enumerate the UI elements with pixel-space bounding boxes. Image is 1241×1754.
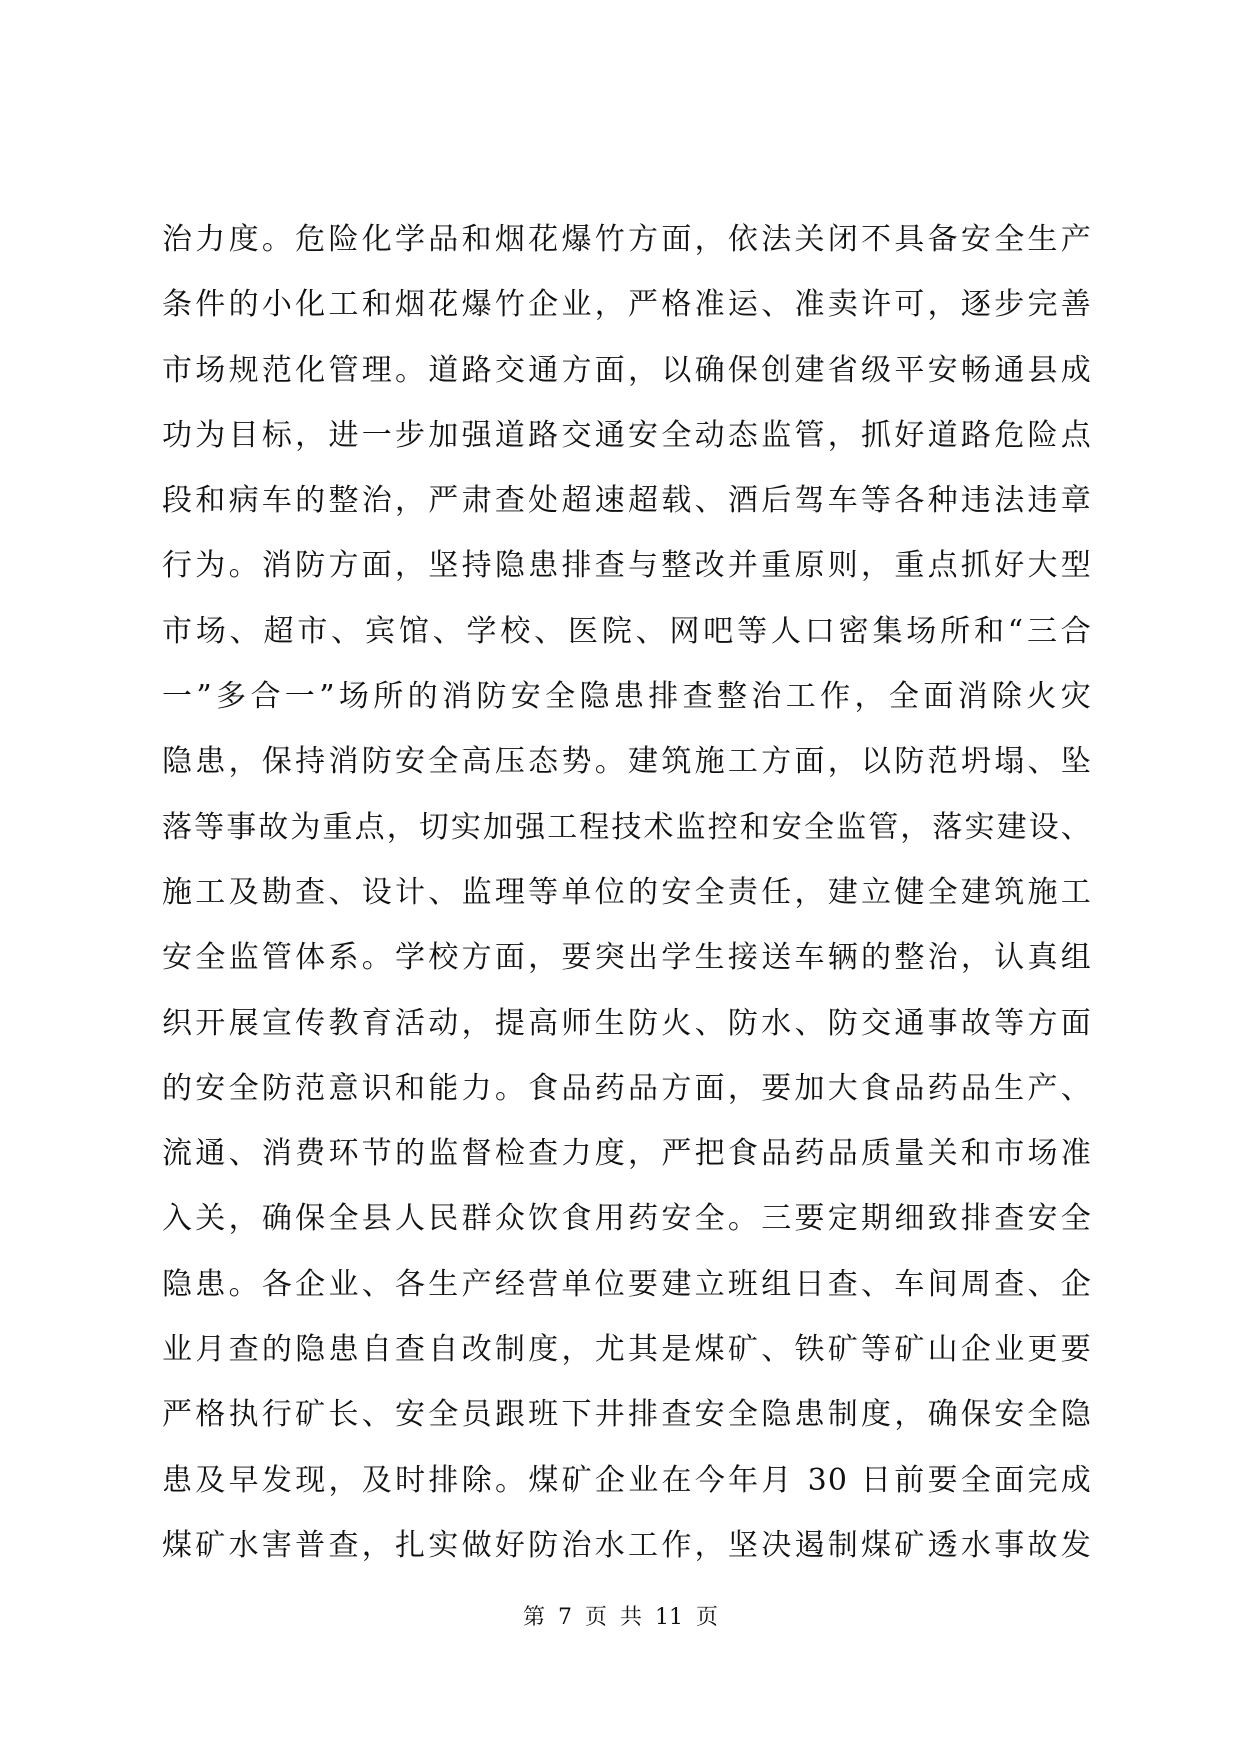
text-line: 落等事故为重点，切实加强工程技术监控和安全监管，落实建设、 <box>162 809 1092 845</box>
text-line: 市场规范化管理。道路交通方面，以确保创建省级平安畅通县成 <box>162 352 1092 388</box>
text-line: 功为目标，进一步加强道路交通安全动态监管，抓好道路危险点 <box>162 417 1092 453</box>
text-line: 隐患。各企业、各生产经营单位要建立班组日查、车间周查、企 <box>162 1266 1092 1302</box>
text-line: 治力度。危险化学品和烟花爆竹方面，依法关闭不具备安全生产 <box>162 222 1092 257</box>
text-line: 条件的小化工和烟花爆竹企业，严格准运、准卖许可，逐步完善 <box>162 287 1092 323</box>
body-text <box>162 222 1092 1596</box>
text-line: 入关，确保全县人民群众饮食用药安全。三要定期细致排查安全 <box>162 1201 1092 1237</box>
text-line: 一”多合一”场所的消防安全隐患排查整治工作，全面消除火灾 <box>162 679 1092 715</box>
page-number-footer: 第 7 页 共 11 页 <box>523 1605 718 1630</box>
text-line: 市场、超市、宾馆、学校、医院、网吧等人口密集场所和“三合 <box>162 613 1092 649</box>
text-line: 患及早发现，及时排除。煤矿企业在今年月 30 日前要全面完成 <box>162 1462 1092 1498</box>
text-line: 严格执行矿长、安全员跟班下井排查安全隐患制度，确保安全隐 <box>162 1397 1092 1433</box>
text-line: 的安全防范意识和能力。食品药品方面，要加大食品药品生产、 <box>162 1070 1092 1106</box>
text-line: 段和病车的整治，严肃查处超速超载、酒后驾车等各种违法违章 <box>162 483 1092 519</box>
text-line: 业月查的隐患自查自改制度，尤其是煤矿、铁矿等矿山企业更要 <box>162 1332 1092 1368</box>
text-line: 安全监管体系。学校方面，要突出学生接送车辆的整治，认真组 <box>162 940 1092 976</box>
text-line: 施工及勘查、设计、监理等单位的安全责任，建立健全建筑施工 <box>162 874 1092 910</box>
text-line: 织开展宣传教育活动，提高师生防火、防水、防交通事故等方面 <box>162 1005 1092 1041</box>
text-line: 隐患，保持消防安全高压态势。建筑施工方面，以防范坍塌、坠 <box>162 744 1092 780</box>
text-line: 煤矿水害普查，扎实做好防治水工作，坚决遏制煤矿透水事故发 <box>162 1527 1092 1563</box>
text-line: 行为。消防方面，坚持隐患排查与整改并重原则，重点抓好大型 <box>162 548 1092 584</box>
text-line: 流通、消费环节的监督检查力度，严把食品药品质量关和市场准 <box>162 1136 1092 1172</box>
